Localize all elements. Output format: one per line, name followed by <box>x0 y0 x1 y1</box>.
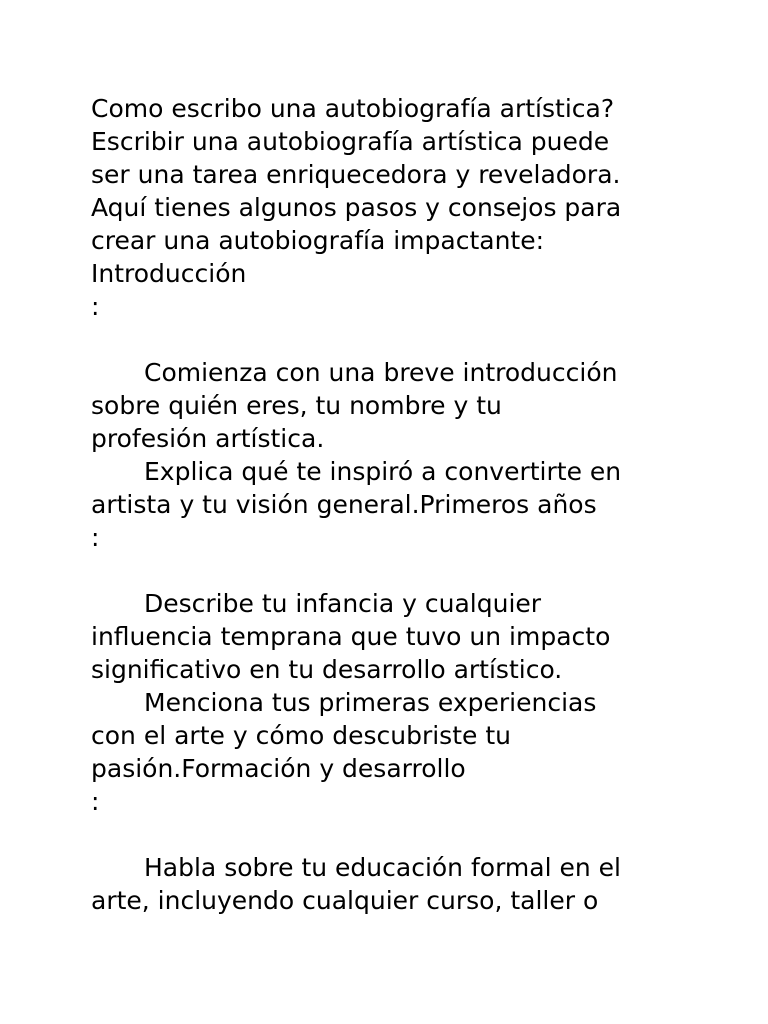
paragraph-line: Describe tu infancia y cualquier <box>144 589 542 618</box>
paragraph-line: artista y tu visión general.Primeros años <box>91 490 597 519</box>
paragraph-line: arte, incluyendo cualquier curso, taller o <box>91 886 599 915</box>
intro-line: Aquí tienes algunos pasos y consejos para <box>91 193 622 222</box>
paragraph-line: Explica qué te inspiró a convertirte en <box>144 457 622 486</box>
paragraph-line: Habla sobre tu educación formal en el <box>144 853 621 882</box>
section-colon: : <box>91 523 100 552</box>
title-question: Como escribo una autobiografía artística? <box>91 94 615 123</box>
paragraph-line: con el arte y cómo descubriste tu <box>91 721 511 750</box>
paragraph-line: Menciona tus primeras experiencias <box>144 688 597 717</box>
section-colon: : <box>91 787 100 816</box>
intro-line: Escribir una autobiografía artística puede <box>91 127 610 156</box>
section-colon: : <box>91 292 100 321</box>
paragraph-line: pasión.Formación y desarrollo <box>91 754 466 783</box>
blank-line <box>91 323 731 356</box>
paragraph-line: sobre quién eres, tu nombre y tu <box>91 391 502 420</box>
intro-line: crear una autobiografía impactante: <box>91 226 545 255</box>
blank-line <box>91 554 731 587</box>
paragraph-line: Comienza con una breve introducción <box>144 358 618 387</box>
paragraph-line: profesión artística. <box>91 424 325 453</box>
paragraph-line: influencia temprana que tuvo un impacto <box>91 622 611 651</box>
blank-line <box>91 818 731 851</box>
section-heading-introduccion: Introducción <box>91 259 247 288</box>
paragraph-line: significativo en tu desarrollo artístico. <box>91 655 563 684</box>
intro-line: ser una tarea enriquecedora y reveladora. <box>91 160 621 189</box>
document-body <box>91 92 731 917</box>
